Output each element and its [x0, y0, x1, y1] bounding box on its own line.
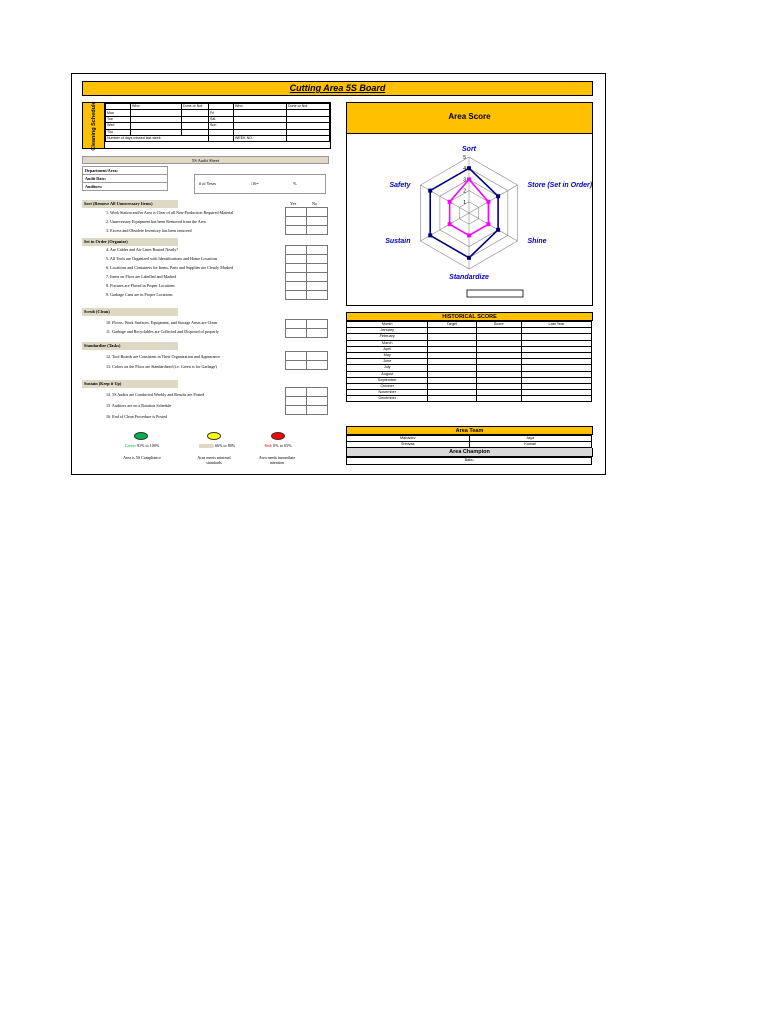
score-label: # of Yeses [199, 181, 217, 186]
hist-cell[interactable] [428, 396, 476, 402]
cs-day: Tue [106, 116, 131, 122]
radar-point [467, 233, 471, 237]
audit-item: 11. Garbage and Recyclables are Collected and Disposed of properly [106, 329, 219, 334]
checkbox-grid [285, 387, 328, 415]
hist-month: November [347, 390, 428, 396]
legend-yellow-swatch [199, 444, 213, 448]
champion-name: Babu [347, 458, 592, 464]
radar-spoke [421, 185, 469, 213]
radar-point [496, 194, 500, 198]
cs-missed-label: Number of days missed last week [106, 135, 209, 141]
hist-month: April [347, 346, 428, 352]
checkbox[interactable] [286, 226, 307, 235]
checkbox[interactable] [307, 208, 328, 217]
radar-spoke [469, 185, 517, 213]
audit-item: 4. Are Cables and Air Lines Routed Neatly? [106, 247, 179, 252]
hist-month: February [347, 334, 428, 340]
hist-month: December [347, 396, 428, 402]
legend-red-word: Red [264, 443, 272, 448]
hist-cell[interactable] [521, 396, 591, 402]
legend-green-caption: Area is 5S Compliance [123, 455, 161, 460]
section-sustain: Sustain (Keep it Up) [82, 380, 178, 388]
cs-day: Fri [209, 110, 234, 116]
radar-point [448, 222, 452, 226]
radar-grid [421, 155, 518, 269]
section-sort: Sort (Remove All Unnecessary Items) [82, 200, 178, 208]
checkbox-grid [285, 319, 328, 338]
legend-yellow-range [191, 443, 243, 448]
radar-chart [347, 133, 592, 305]
historical-title: HISTORICAL SCORE [346, 312, 593, 321]
cs-day: Wed [106, 123, 131, 129]
radar-tick-label: 1 [463, 199, 466, 206]
radar-axis-label: Store (Set in Order) [527, 182, 592, 189]
checkbox[interactable] [307, 217, 328, 226]
hist-month: March [347, 340, 428, 346]
team-member: Jaya [469, 436, 592, 442]
info-date: Audit Date: [83, 175, 168, 183]
team-member: Kumari [469, 442, 592, 448]
checkbox-grid [285, 245, 328, 300]
checkbox[interactable] [286, 246, 307, 255]
checkbox-grid [285, 207, 328, 235]
audit-item: 1. Work Station and/or Area is Clear of all Non-Production Required Material [106, 210, 234, 215]
checkbox[interactable] [307, 329, 328, 338]
checkbox[interactable] [307, 264, 328, 273]
audit-item: 15. Auditors are on a Rotation Schedule [106, 403, 172, 408]
radar-axis-label: Standardize [449, 274, 489, 281]
checkbox[interactable] [307, 320, 328, 329]
checkbox[interactable] [286, 388, 307, 397]
red-status-icon [271, 432, 285, 440]
radar-point [428, 233, 432, 237]
hist-month: August [347, 371, 428, 377]
section-standardize: Standardize (Tasks) [82, 342, 178, 350]
checkbox[interactable] [286, 320, 307, 329]
info-department: Department/Area: [83, 167, 168, 175]
audit-item: 8. Fixtures are Placed in Proper Locations [106, 283, 175, 288]
area-team [346, 426, 593, 465]
checkbox[interactable] [286, 291, 307, 300]
checkbox[interactable] [307, 361, 328, 370]
cs-day: Sun [209, 123, 234, 129]
green-status-icon [134, 432, 148, 440]
cleaning-schedule [82, 102, 331, 149]
checkbox[interactable] [286, 208, 307, 217]
checkbox[interactable] [307, 282, 328, 291]
legend-green-value: : 81% to 100% [134, 443, 160, 448]
hist-month: July [347, 365, 428, 371]
cs-header: Done or Not [287, 104, 330, 110]
champion-table [346, 457, 592, 464]
radar-point [428, 189, 432, 193]
score-of: /16= [251, 181, 259, 186]
audit-item: 9. Garbage Cans are in Proper Locations [106, 292, 173, 297]
historical-table [346, 321, 592, 402]
cs-cell[interactable] [287, 135, 330, 141]
cleaning-table [105, 103, 330, 142]
radar-tick-label: 5 [463, 155, 466, 161]
checkbox[interactable] [286, 255, 307, 264]
hist-month: October [347, 383, 428, 389]
historical-score [346, 312, 593, 402]
checkbox[interactable] [286, 397, 307, 406]
radar-axis-label: Shine [527, 238, 547, 245]
checkbox[interactable] [307, 388, 328, 397]
cs-header: Who: [131, 104, 182, 110]
team-member: Srinivas [347, 442, 470, 448]
hist-month: January [347, 328, 428, 334]
checkbox-grid [285, 351, 328, 370]
board-title: Cutting Area 5S Board [82, 81, 593, 96]
checkbox[interactable] [286, 361, 307, 370]
radar-axis-label: Sort [462, 146, 476, 153]
radar-point [448, 200, 452, 204]
radar-tick-label: 2 [463, 188, 466, 195]
checkbox[interactable] [286, 406, 307, 415]
cs-day: Thu [106, 129, 131, 135]
audit-item: 16. End of Clean Procedure is Posted [106, 414, 168, 419]
audit-item: 2. Unnecessary Equipment has been Removed from the Area [106, 219, 206, 224]
legend-red-caption: Area needs immediate attention [258, 455, 296, 465]
checkbox[interactable] [286, 329, 307, 338]
area-score-panel [346, 102, 593, 306]
audit-heading: 5S Audit Sheet [82, 156, 329, 164]
checkbox[interactable] [286, 273, 307, 282]
audit-info [82, 166, 168, 191]
info-auditors: Auditors: [83, 183, 168, 191]
checkbox[interactable] [307, 406, 328, 415]
cs-header: Who: [234, 104, 287, 110]
cleaning-schedule-label-cell [83, 100, 105, 151]
legend-green-range [112, 443, 172, 448]
radar-point [467, 177, 471, 181]
hist-cell[interactable] [476, 396, 521, 402]
yes-header: Yes [290, 201, 297, 206]
cleaning-schedule-label: Cleaning Schedule [90, 100, 97, 151]
hist-header: Last Year [521, 322, 591, 328]
checkbox[interactable] [307, 246, 328, 255]
audit-item: 10. Floors, Work Surfaces, Equipment, and Storage Areas are Clean [106, 320, 218, 325]
radar-spoke [421, 213, 469, 241]
radar-point [496, 228, 500, 232]
score-box [194, 174, 326, 194]
radar-spoke [469, 213, 517, 241]
legend-green-word: Green [124, 443, 135, 448]
hist-row [347, 396, 592, 402]
checkbox[interactable] [307, 291, 328, 300]
section-set-in-order: Set in Order (Organize) [82, 238, 178, 246]
team-table [346, 435, 592, 448]
hist-month: June [347, 359, 428, 365]
audit-item: 12. Tool Boards are Consistent in Their Organization and Appearance [106, 354, 221, 359]
radar-axis-label: Sustain [385, 238, 411, 245]
radar-point [486, 222, 490, 226]
cs-week-label: WEEK NO. [234, 135, 287, 141]
audit-item: 13. Colors on the Floor are Standardized (i.e. Green is for Garbage) [106, 364, 217, 369]
team-member: Mahadev [347, 436, 470, 442]
radar-point [467, 166, 471, 170]
checkbox[interactable] [307, 273, 328, 282]
hist-header: Score [476, 322, 521, 328]
cs-day: Sat [209, 116, 234, 122]
cs-cell[interactable] [209, 135, 234, 141]
radar-axis-label: Safety [389, 182, 411, 189]
legend-yellow-value: : 66% to 80% [212, 443, 236, 448]
radar-point [467, 256, 471, 260]
radar-point [486, 200, 490, 204]
area-score-title: Area Score [347, 103, 592, 134]
hist-header: Month [347, 322, 428, 328]
section-scrub: Scrub (Clean) [82, 308, 178, 316]
cs-header: Done or Not [182, 104, 209, 110]
legend-yellow-caption: Area meets minimal standards [197, 455, 231, 465]
chart-label-box [467, 290, 523, 297]
hist-header: Target [428, 322, 476, 328]
cs-day: Mon [106, 110, 131, 116]
team-title: Area Team [346, 426, 593, 435]
checkbox[interactable] [286, 217, 307, 226]
legend-red-range [250, 443, 306, 448]
checkbox[interactable] [307, 255, 328, 264]
checkbox[interactable] [307, 397, 328, 406]
no-header: No [312, 201, 318, 206]
radar-tick-label: 4 [463, 166, 466, 173]
hist-month: September [347, 377, 428, 383]
checkbox[interactable] [307, 352, 328, 361]
checkbox[interactable] [286, 282, 307, 291]
audit-item: 3. Excess and Obsolete Inventory has been removed [106, 228, 192, 233]
checkbox[interactable] [286, 352, 307, 361]
audit-item: 5. All Tools are Organized with Identifications and Home Locations [106, 256, 218, 261]
checkbox[interactable] [286, 264, 307, 273]
5s-board [71, 73, 606, 475]
hist-month: May [347, 352, 428, 358]
audit-sheet [82, 154, 331, 469]
audit-item: 6. Locations and Containers for Items, Parts and Supplies are Clearly Marked [106, 265, 233, 270]
radar-tick-label: 3 [463, 177, 466, 184]
audit-item: 7. Items on Floor are Labelled and Marked [106, 274, 177, 279]
champion-title: Area Champion [346, 448, 593, 457]
audit-item: 14. 5S Audits are Conducted Weekly and Results are Posted [106, 392, 205, 397]
checkbox[interactable] [307, 226, 328, 235]
legend-red-value: : 0% to 65% [271, 443, 292, 448]
score-pct: % [293, 181, 297, 186]
yellow-status-icon [207, 432, 221, 440]
